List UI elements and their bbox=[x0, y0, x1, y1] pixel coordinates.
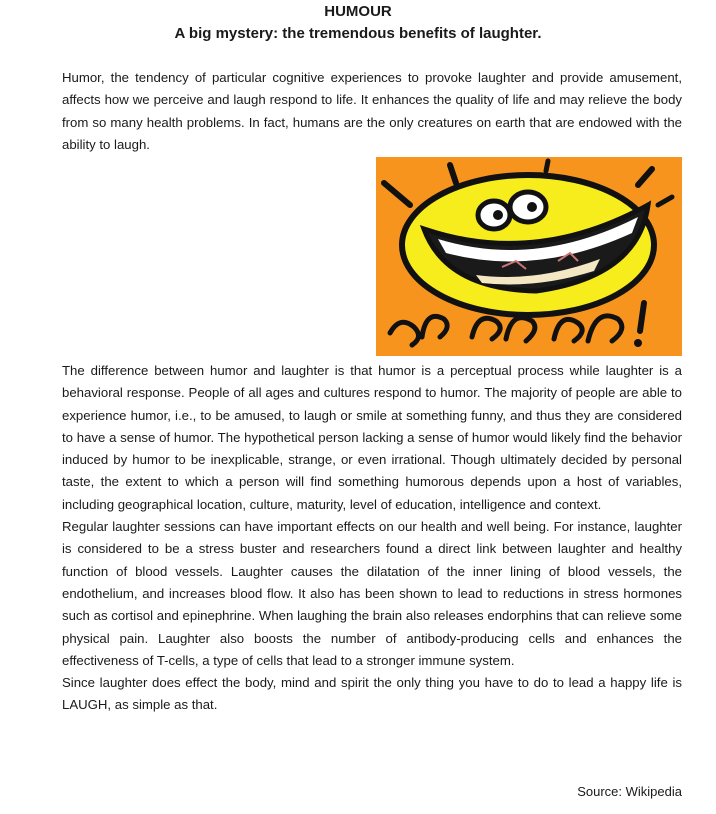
document-subtitle: A big mystery: the tremendous benefits of laughter. bbox=[174, 25, 542, 42]
exclamation-dot bbox=[634, 339, 642, 347]
laughing-face-image bbox=[376, 157, 682, 356]
motion-line bbox=[638, 169, 652, 185]
body-text bbox=[62, 360, 682, 717]
source-citation: Source: Wikipedia bbox=[577, 784, 682, 799]
paragraph-conclusion: Since laughter does effect the body, mind and spirit the only thing you have to do to lead a happy life is LAUGH, as simple as that. bbox=[62, 675, 682, 713]
squiggle bbox=[554, 316, 622, 341]
paragraph-health: Regular laughter sessions can have important effects on our health and well being. For instance, laughter is considered to be a stress buster and researchers found a direct link between laughter and healthy function of blood vessels. Laughter causes the dilatation of the inner lining of blood vessels, the endothelium, and increases blood flow. It also has been shown to lead to reductions in stress hormones such as cortisol and epinephrine. When laughing the brain also releases endorphins that can relieve some physical pain. Laughter also boosts the number of antibody-producing cells and enhances the effectiveness of T-cells, a type of cells that lead to a stronger immune system. bbox=[62, 519, 682, 668]
paragraph-intro: Humor, the tendency of particular cognitive experiences to provoke laughter and provide amusement, affects how we perceive and laugh respond to life. It enhances the quality of life and may relieve the body from so many health problems. In fact, humans are the only creatures on earth that are endowed with the ability to laugh. bbox=[62, 70, 682, 152]
motion-line bbox=[384, 183, 410, 205]
document-title: HUMOUR bbox=[324, 3, 392, 20]
motion-line bbox=[450, 165, 456, 183]
squiggle bbox=[390, 316, 447, 345]
motion-line bbox=[546, 161, 548, 171]
right-pupil bbox=[527, 202, 537, 212]
laughing-face-illustration bbox=[376, 157, 682, 356]
squiggle bbox=[472, 318, 535, 341]
paragraph-difference: The difference between humor and laughter is that humor is a perceptual process while laughter is a behavioral response. People of all ages and cultures respond to humor. The majority of people are able to experience humor, i.e., to be amused, to laugh or smile at something funny, and thus they are considered to have a sense of humor. The hypothetical person lacking a sense of humor would likely find the behavior induced by humor to be inexplicable, strange, or even irrational. Though ultimately decided by personal taste, the extent to which a person will find something humorous depends upon a host of variables, including geographical location, culture, maturity, level of education, intelligence and context. bbox=[62, 363, 682, 512]
exclamation-mark bbox=[640, 303, 644, 331]
motion-line bbox=[658, 197, 672, 205]
left-pupil bbox=[493, 210, 503, 220]
